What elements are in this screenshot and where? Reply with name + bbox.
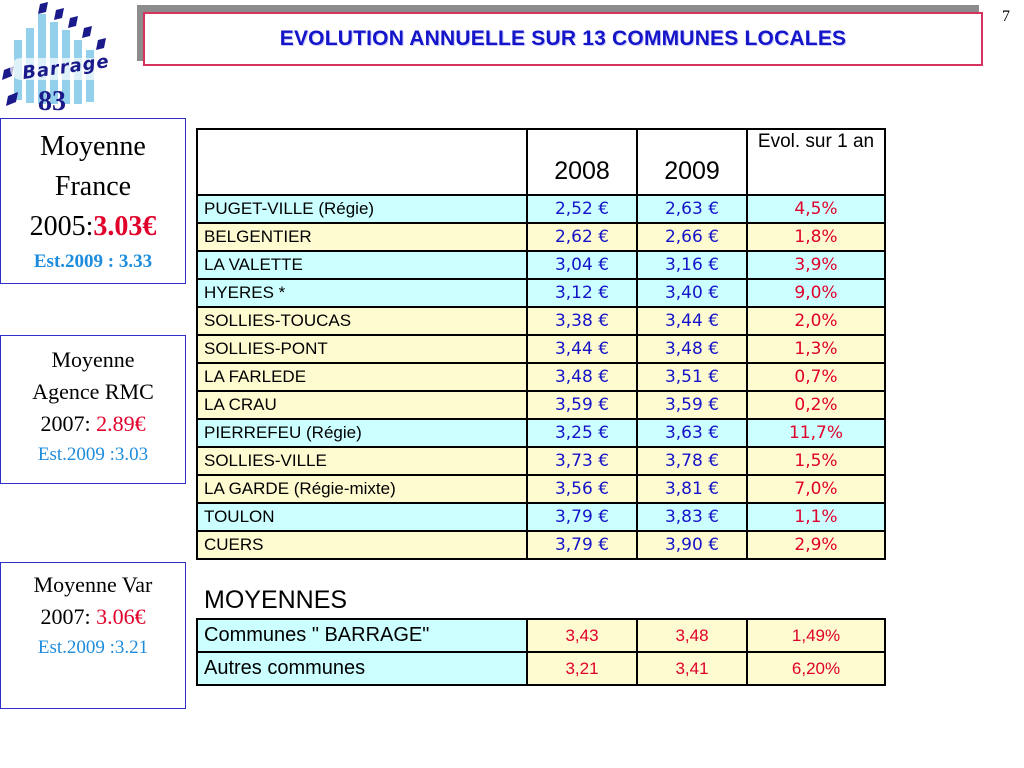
page-title: EVOLUTION ANNUELLE SUR 13 COMMUNES LOCALES: [279, 27, 847, 50]
rmc-value: 2.89€: [96, 411, 146, 436]
price-2008: 3,73 €: [527, 447, 637, 475]
logo-text: Barrage: [20, 50, 111, 85]
commune-name: CUERS: [197, 531, 527, 559]
price-2009: 3,81 €: [637, 475, 747, 503]
france-line1: Moyenne: [40, 131, 146, 162]
commune-name: BELGENTIER: [197, 223, 527, 251]
header-2009: 2009: [637, 129, 747, 195]
commune-name: SOLLIES-PONT: [197, 335, 527, 363]
evolution: 1,1%: [747, 503, 885, 531]
evolution: 3,9%: [747, 251, 885, 279]
title-box: [143, 12, 983, 66]
france-line2: France: [54, 171, 132, 202]
header-empty-cell: [197, 129, 527, 195]
table-row: [197, 391, 885, 419]
price-2008: 3,56 €: [527, 475, 637, 503]
commune-name: LA CRAU: [197, 391, 527, 419]
evolution: 0,2%: [747, 391, 885, 419]
price-2009: 3,83 €: [637, 503, 747, 531]
moyenne-2009: 3,41: [637, 652, 747, 685]
moyenne-2009: 3,48: [637, 619, 747, 652]
table-row: [197, 503, 885, 531]
price-2008: 3,38 €: [527, 307, 637, 335]
rmc-line1: Moyenne: [51, 347, 135, 372]
communes-table: [196, 128, 886, 560]
moyenne-evolution: 1,49%: [747, 619, 885, 652]
table-row: [197, 335, 885, 363]
var-line1: Moyenne Var: [33, 572, 153, 597]
rmc-prefix: 2007:: [40, 411, 97, 436]
barrage-logo: [0, 0, 130, 118]
price-2009: 3,59 €: [637, 391, 747, 419]
evolution: 11,7%: [747, 419, 885, 447]
table-row: [197, 447, 885, 475]
price-2009: 2,63 €: [637, 195, 747, 223]
table-row: [197, 251, 885, 279]
france-prefix: 2005:: [29, 211, 94, 242]
table-header-row: [197, 129, 885, 195]
price-2009: 3,90 €: [637, 531, 747, 559]
table-row: [197, 195, 885, 223]
moyenne-name: Autres communes: [197, 652, 527, 685]
commune-name: LA FARLEDE: [197, 363, 527, 391]
commune-name: SOLLIES-VILLE: [197, 447, 527, 475]
price-2008: 3,59 €: [527, 391, 637, 419]
table-row: [197, 475, 885, 503]
table-row: [197, 363, 885, 391]
header-2008: 2008: [527, 129, 637, 195]
commune-name: SOLLIES-TOUCAS: [197, 307, 527, 335]
moyennes-table: [196, 618, 886, 686]
france-value-line: [1, 207, 185, 247]
rmc-value-line: [1, 408, 185, 440]
price-2008: 2,62 €: [527, 223, 637, 251]
table-row: [197, 223, 885, 251]
header-evol: Evol. sur 1 an: [747, 129, 885, 195]
price-2008: 2,52 €: [527, 195, 637, 223]
commune-name: HYERES *: [197, 279, 527, 307]
var-value-line: [1, 601, 185, 633]
page-number: 7: [1002, 8, 1010, 25]
price-2009: 3,78 €: [637, 447, 747, 475]
table-row: [197, 531, 885, 559]
price-2009: 3,51 €: [637, 363, 747, 391]
commune-name: LA GARDE (Régie-mixte): [197, 475, 527, 503]
var-estimate: Est.2009 :3.21: [37, 637, 149, 658]
price-2008: 3,25 €: [527, 419, 637, 447]
evolution: 1,8%: [747, 223, 885, 251]
moyenne-evolution: 6,20%: [747, 652, 885, 685]
moyenne-row: [197, 652, 885, 685]
evolution: 4,5%: [747, 195, 885, 223]
logo-number: 83: [38, 86, 66, 117]
price-2009: 3,63 €: [637, 419, 747, 447]
evolution: 9,0%: [747, 279, 885, 307]
commune-name: TOULON: [197, 503, 527, 531]
table-row: [197, 279, 885, 307]
price-2009: 3,44 €: [637, 307, 747, 335]
price-2008: 3,79 €: [527, 531, 637, 559]
price-2009: 3,48 €: [637, 335, 747, 363]
moyenne-2008: 3,43: [527, 619, 637, 652]
price-2008: 3,79 €: [527, 503, 637, 531]
price-2008: 3,44 €: [527, 335, 637, 363]
table-row: [197, 307, 885, 335]
france-estimate: Est.2009 : 3.33: [33, 251, 153, 272]
moyenne-rmc-box: [0, 335, 186, 484]
moyenne-france-box: [0, 118, 186, 284]
table-row: [197, 419, 885, 447]
evolution: 2,9%: [747, 531, 885, 559]
moyenne-name: Communes " BARRAGE": [197, 619, 527, 652]
price-2009: 2,66 €: [637, 223, 747, 251]
price-2009: 3,16 €: [637, 251, 747, 279]
evolution: 7,0%: [747, 475, 885, 503]
price-2008: 3,04 €: [527, 251, 637, 279]
evolution: 1,5%: [747, 447, 885, 475]
var-prefix: 2007:: [40, 604, 97, 629]
price-2008: 3,48 €: [527, 363, 637, 391]
rmc-line2: Agence RMC: [32, 379, 154, 404]
commune-name: LA VALETTE: [197, 251, 527, 279]
price-2009: 3,40 €: [637, 279, 747, 307]
var-value: 3.06€: [96, 604, 146, 629]
moyennes-label: MOYENNES: [204, 586, 348, 614]
rmc-estimate: Est.2009 :3.03: [37, 444, 149, 465]
france-value: 3.03€: [93, 211, 157, 242]
moyenne-row: [197, 619, 885, 652]
commune-name: PIERREFEU (Régie): [197, 419, 527, 447]
commune-name: PUGET-VILLE (Régie): [197, 195, 527, 223]
price-2008: 3,12 €: [527, 279, 637, 307]
evolution: 1,3%: [747, 335, 885, 363]
evolution: 2,0%: [747, 307, 885, 335]
moyenne-2008: 3,21: [527, 652, 637, 685]
evolution: 0,7%: [747, 363, 885, 391]
moyenne-var-box: [0, 562, 186, 709]
